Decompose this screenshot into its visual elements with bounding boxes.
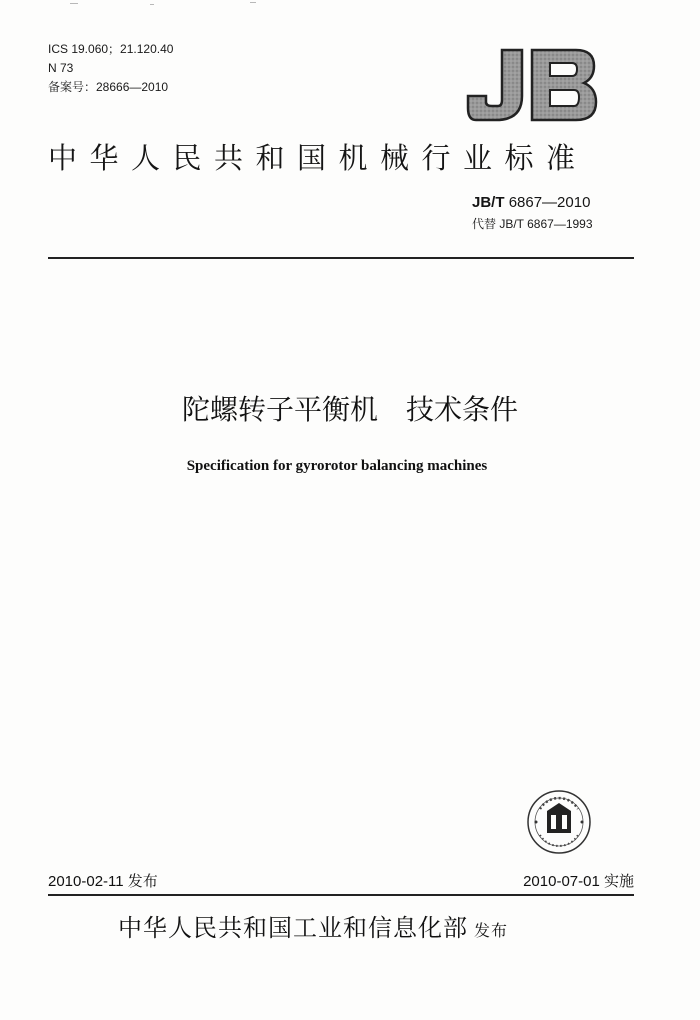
publisher-issued-label: 发布 [474,921,509,940]
standard-code-number: 6867—2010 [508,194,591,211]
publisher-line [118,912,508,947]
document-title-english: Specification for gyrorotor balancing machines [186,458,488,474]
scan-speck [150,4,154,5]
filing-number: 备案号：28666—2010 [48,80,169,94]
effective-date: 2010-07-01 实施 [523,873,634,890]
document-title-chinese: 陀螺转子平衡机 技术条件 [181,393,518,426]
header-divider [48,257,634,259]
ccs-code: N 73 [48,61,74,75]
publication-date: 2010-02-11 发布 [48,873,158,890]
publisher-seal [526,789,592,855]
industry-standard-heading: 中华人民共和国机械行业标准 [48,141,588,175]
publisher-name: 中华人民共和国工业和信息化部 [118,914,468,942]
standard-code [472,194,590,212]
ics-code: ICS 19.060；21.120.40 [48,42,174,56]
classification-block [48,40,173,97]
replaced-standard: 代替 JB/T 6867—1993 [472,217,593,231]
standard-code-prefix: JB/T [472,194,505,211]
scan-speck [70,3,78,4]
scan-speck [250,2,256,3]
jb-logo [464,46,600,124]
footer-divider [48,894,634,896]
